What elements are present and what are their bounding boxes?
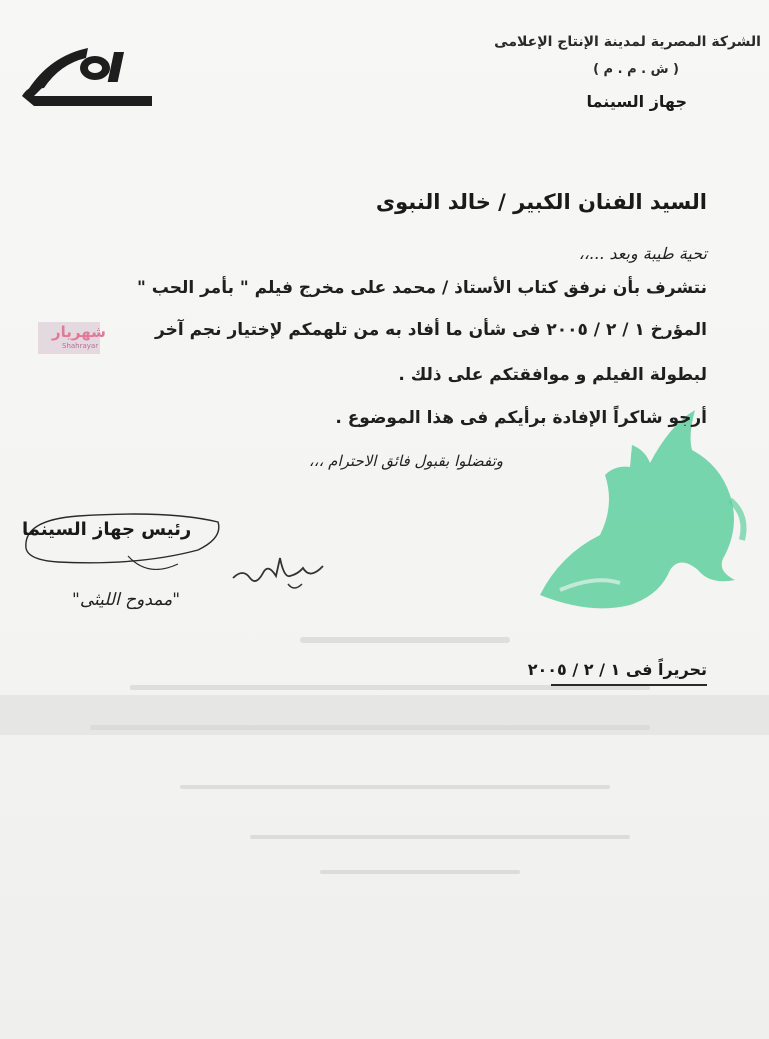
date-underline bbox=[551, 684, 707, 686]
department-name: جهاز السينما bbox=[586, 92, 687, 111]
signature-name: "ممدوح الليثى" bbox=[72, 590, 181, 610]
site-stamp-name: شهريار bbox=[52, 323, 106, 341]
letter-date: تحريراً فى ١ / ٢ / ٢٠٠٥ bbox=[527, 660, 707, 679]
company-type: ( ش . م . م ) bbox=[593, 62, 679, 77]
letter-recipient: السيد الفنان الكبير / خالد النبوى bbox=[375, 190, 707, 214]
site-stamp-latin: Shahrayar bbox=[62, 342, 99, 350]
company-logo bbox=[20, 38, 155, 110]
handwritten-note-icon bbox=[228, 548, 333, 598]
horse-watermark-icon bbox=[520, 405, 750, 615]
company-name: الشركة المصرية لمدينة الإنتاج الإعلامى bbox=[494, 34, 761, 50]
signature-title: رئيس جهاز السينما bbox=[22, 519, 192, 540]
letter-line-3: لبطولة الفيلم و موافقتكم على ذلك . bbox=[398, 365, 707, 385]
letter-line-2: المؤرخ ١ / ٢ / ٢٠٠٥ فى شأن ما أفاد به من تلهمكم لإختيار نجم آخر bbox=[155, 320, 707, 340]
letter-line-4: أرجو شاكراً الإفادة برأيكم فى هذا الموضوع . bbox=[335, 408, 707, 428]
letter-line-1: نتشرف بأن نرفق كتاب الأستاذ / محمد على مخرج فيلم " بأمر الحب " bbox=[136, 278, 707, 298]
letter-greeting: تحية طيبة وبعد ...،، bbox=[578, 244, 707, 263]
letter-closing: وتفضلوا بقبول فائق الاحترام ،،، bbox=[308, 452, 503, 470]
